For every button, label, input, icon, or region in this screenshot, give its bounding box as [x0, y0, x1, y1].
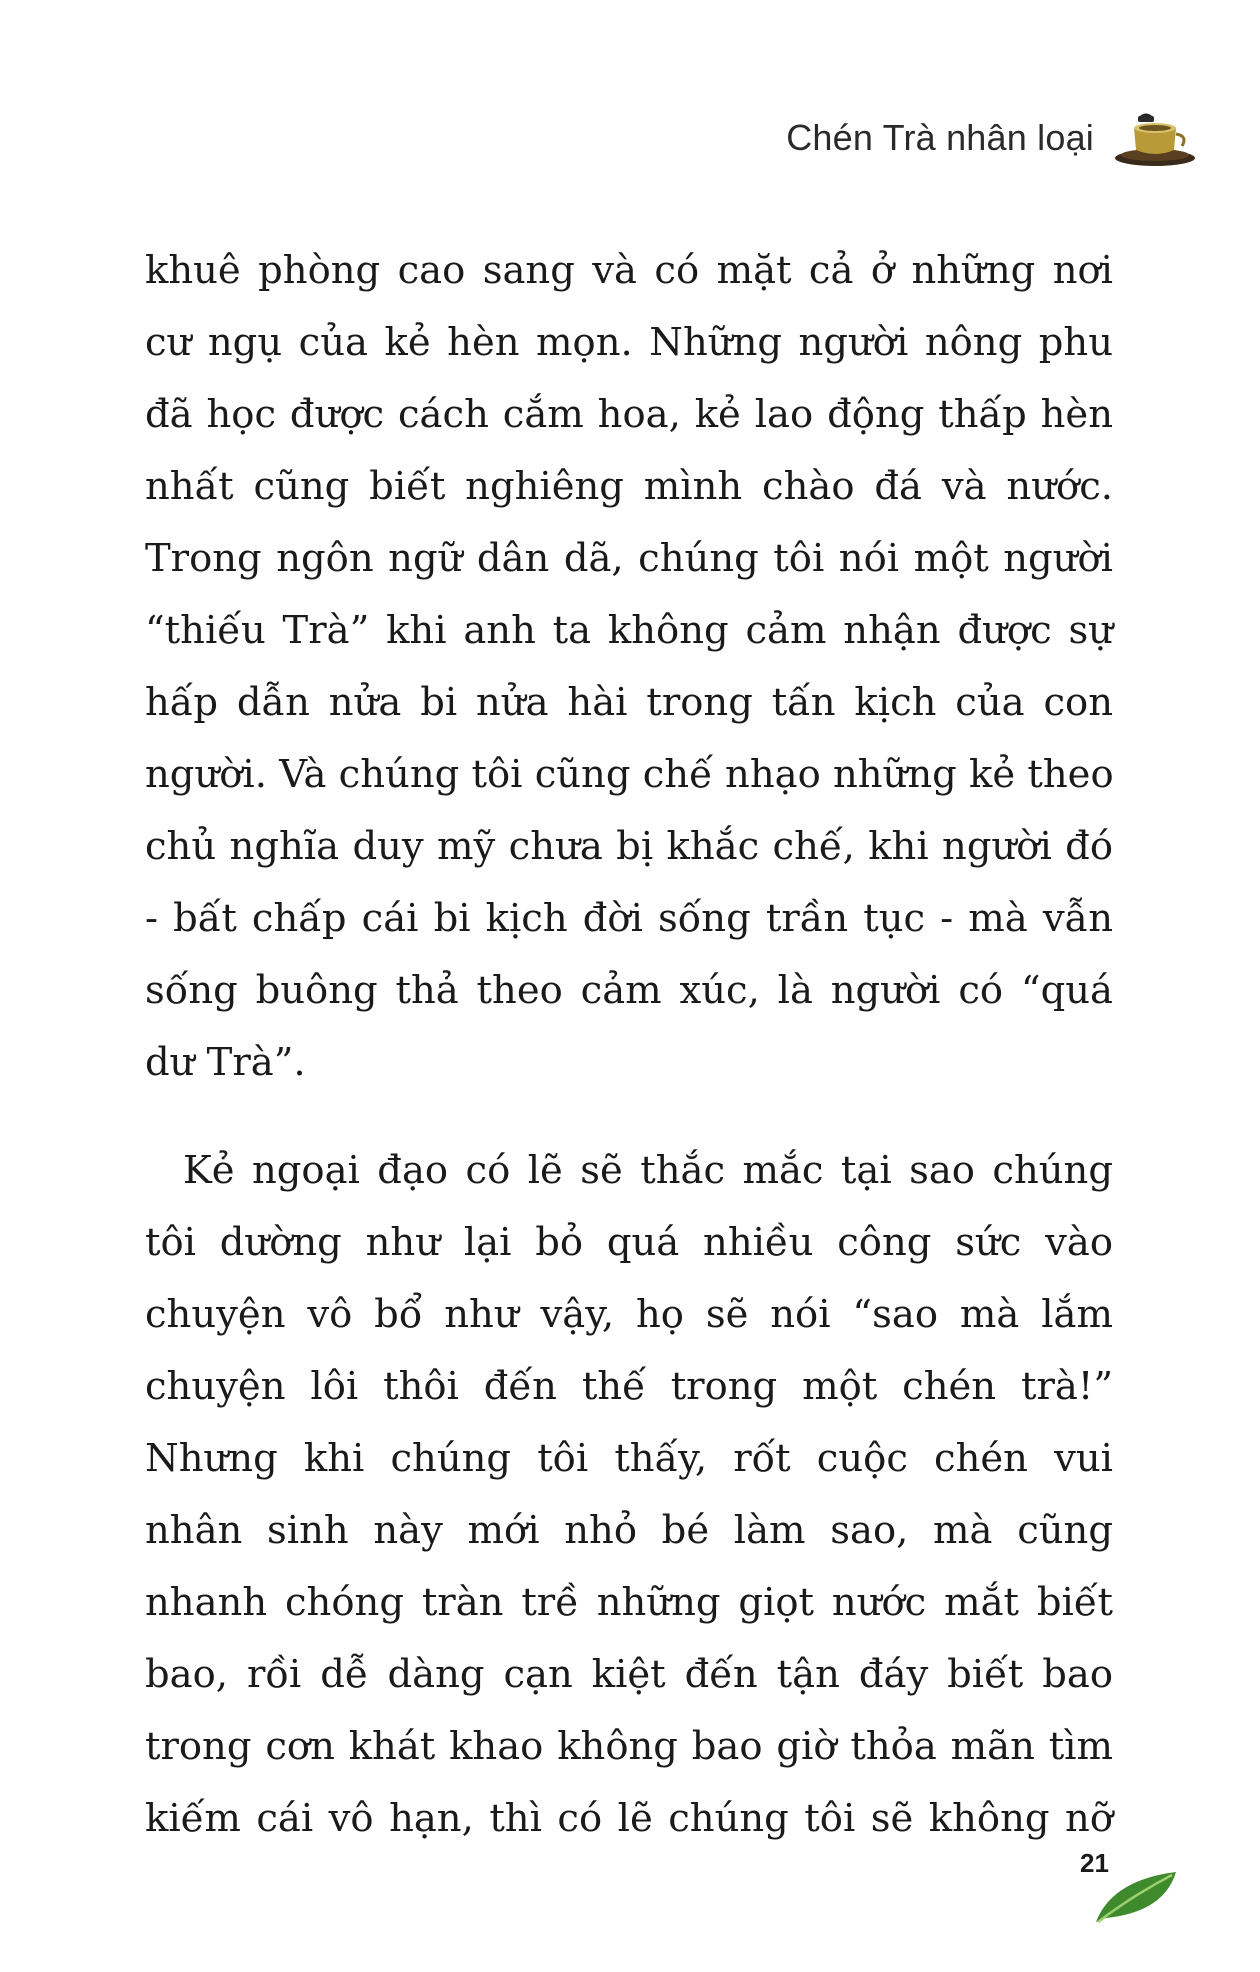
leaf-icon [1092, 1866, 1182, 1926]
text-line: dư Trà”. [145, 1040, 306, 1085]
text-line: chuyện vô bổ như vậy, họ sẽ nói “sao mà lắm [145, 1292, 1113, 1337]
text-line: khuê phòng cao sang và có mặt cả ở những nơi [145, 248, 1113, 293]
text-line: người. Và chúng tôi cũng chế nhạo những kẻ theo [145, 752, 1114, 797]
text-line: trong cơn khát khao không bao giờ thỏa mãn tìm [145, 1724, 1113, 1769]
text-line: - bất chấp cái bi kịch đời sống trần tục - mà vẫn [145, 896, 1113, 941]
running-header [786, 108, 1198, 168]
text-line: chủ nghĩa duy mỹ chưa bị khắc chế, khi người đó [145, 824, 1113, 869]
body-text [145, 235, 1113, 1855]
text-line: sống buông thả theo cảm xúc, là người có “quá [145, 968, 1113, 1013]
tea-cup-icon [1112, 108, 1198, 168]
text-line: Nhưng khi chúng tôi thấy, rốt cuộc chén vui [145, 1436, 1113, 1481]
text-line: chuyện lôi thôi đến thế trong một chén trà!” [145, 1364, 1113, 1409]
text-line: nhân sinh này mới nhỏ bé làm sao, mà cũng [145, 1508, 1113, 1553]
page-number: 21 [1080, 1848, 1109, 1878]
text-line: Trong ngôn ngữ dân dã, chúng tôi nói một người [145, 536, 1113, 581]
book-title: Chén Trà nhân loại [786, 117, 1094, 158]
text-line: cư ngụ của kẻ hèn mọn. Những người nông phu [145, 320, 1113, 365]
page-footer [1062, 1848, 1182, 1928]
text-line: nhất cũng biết nghiêng mình chào đá và nước. [145, 464, 1113, 509]
paragraph-1 [145, 235, 1113, 1099]
paragraph-2 [145, 1135, 1113, 1855]
text-line: bao, rồi dễ dàng cạn kiệt đến tận đáy biết bao [145, 1652, 1113, 1697]
text-line: tôi dường như lại bỏ quá nhiều công sức vào [145, 1220, 1113, 1265]
text-line: hấp dẫn nửa bi nửa hài trong tấn kịch của con [145, 680, 1113, 725]
text-line: nhanh chóng tràn trề những giọt nước mắt biết [145, 1580, 1113, 1625]
text-line: kiếm cái vô hạn, thì có lẽ chúng tôi sẽ không nỡ [145, 1796, 1113, 1841]
text-line: đã học được cách cắm hoa, kẻ lao động thấp hèn [145, 392, 1113, 437]
paragraph-gap [145, 1099, 1113, 1135]
text-line: “thiếu Trà” khi anh ta không cảm nhận được sự [145, 608, 1113, 653]
text-line: Kẻ ngoại đạo có lẽ sẽ thắc mắc tại sao chúng [183, 1148, 1113, 1193]
